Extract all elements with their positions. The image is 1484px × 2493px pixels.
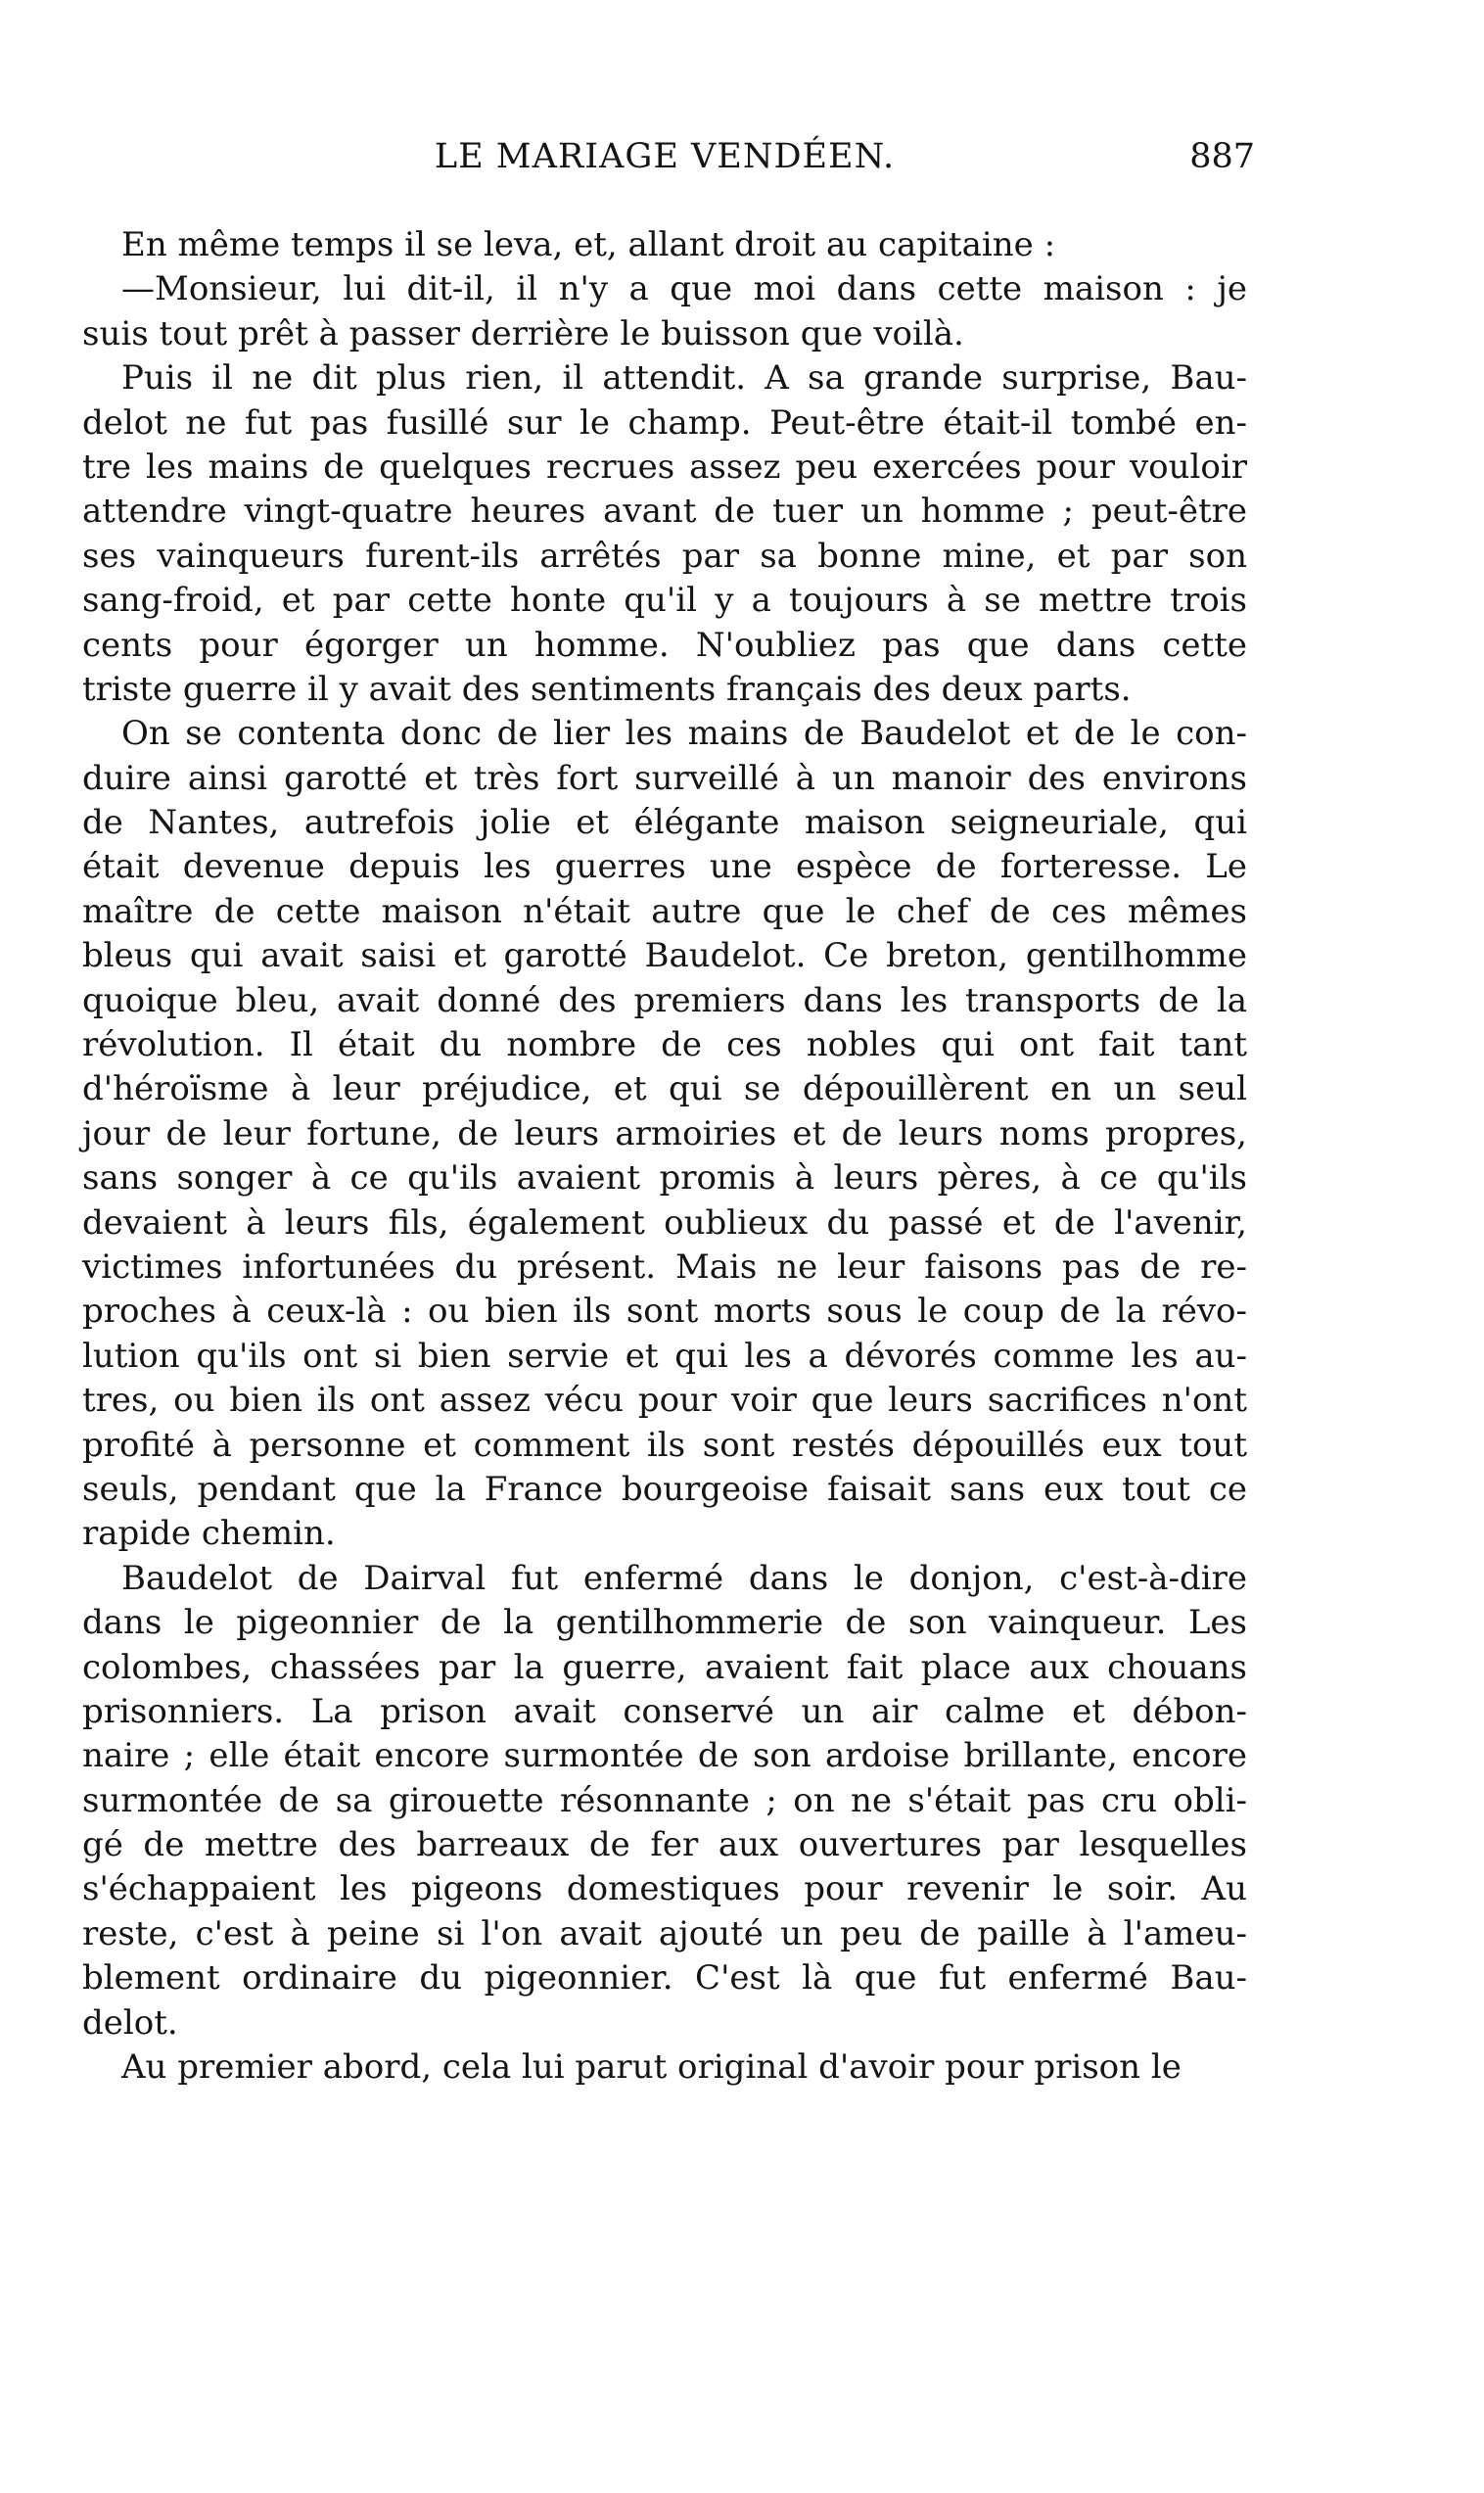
- paragraph: [82, 1557, 1247, 2046]
- paragraph: [82, 267, 1247, 356]
- text-line: En même temps il se leva, et, allant droit au capitaine :: [121, 225, 1056, 264]
- text-line: delot.: [82, 2002, 178, 2043]
- text-line: révolution. Il était du nombre de ces nobles qui ont fait tant: [82, 1025, 1247, 1065]
- text-line: attendre vingt-quatre heures avant de tuer un homme ; peut-être: [82, 492, 1247, 532]
- text-line: proches à ceux-là : ou bien ils sont morts sous le coup de la révo-: [82, 1292, 1247, 1332]
- text-line: d'héroïsme à leur préjudice, et qui se dépouillèrent en un seul: [82, 1069, 1247, 1109]
- text-line: bleus qui avait saisi et garotté Baudelot. Ce breton, gentilhomme: [82, 936, 1247, 976]
- text-line: blement ordinaire du pigeonnier. C'est là que fut enfermé Bau-: [82, 1958, 1247, 1999]
- text-line: sang-froid, et par cette honte qu'il y a toujours à se mettre trois: [82, 581, 1247, 621]
- text-line: duire ainsi garotté et très fort surveillé à un manoir des environs: [82, 758, 1247, 798]
- text-line: seuls, pendant que la France bourgeoise faisait sans eux tout ce: [82, 1469, 1247, 1509]
- running-head: [82, 137, 1255, 196]
- text-line: sans songer à ce qu'ils avaient promis à leurs pères, à ce qu'ils: [82, 1158, 1247, 1199]
- text-line: jour de leur fortune, de leurs armoiries et de leurs noms propres,: [82, 1113, 1247, 1153]
- text-line: triste guerre il y avait des sentiments français des deux parts.: [82, 669, 1132, 709]
- text-line: de Nantes, autrefois jolie et élégante maison seigneuriale, qui: [82, 803, 1247, 843]
- text-line: cents pour égorger un homme. N'oubliez pas que dans cette: [82, 625, 1247, 665]
- page-number: 887: [1189, 137, 1255, 176]
- paragraph: [82, 223, 1247, 267]
- running-title: LE MARIAGE VENDÉEN.: [434, 137, 896, 176]
- body-text: [82, 223, 1247, 2090]
- text-line: ses vainqueurs furent-ils arrêtés par sa bonne mine, et par son: [82, 536, 1247, 576]
- text-line: était devenue depuis les guerres une espèce de forteresse. Le: [82, 847, 1247, 887]
- text-line: profité à personne et comment ils sont restés dépouillés eux tout: [82, 1425, 1247, 1465]
- text-line: reste, c'est à peine si l'on avait ajouté un peu de paille à l'ameu-: [82, 1913, 1247, 1953]
- text-line: quoique bleu, avait donné des premiers dans les transports de la: [82, 980, 1247, 1020]
- text-line: naire ; elle était encore surmontée de son ardoise brillante, encore: [82, 1736, 1247, 1776]
- text-line: Puis il ne dit plus rien, il attendit. A sa grande surprise, Bau-: [121, 358, 1247, 399]
- text-line: rapide chemin.: [82, 1514, 336, 1554]
- text-line: maître de cette maison n'était autre que le chef de ces mêmes: [82, 891, 1247, 931]
- paragraph: [82, 2046, 1247, 2090]
- text-line: prisonniers. La prison avait conservé un air calme et débon-: [82, 1691, 1247, 1731]
- text-line: tre les mains de quelques recrues assez peu exercées pour vouloir: [82, 447, 1247, 487]
- text-line: colombes, chassées par la guerre, avaient fait place aux chouans: [82, 1647, 1247, 1687]
- text-line: —Monsieur, lui dit-il, il n'y a que moi dans cette maison : je: [121, 269, 1247, 309]
- text-line: s'échappaient les pigeons domestiques pour revenir le soir. Au: [82, 1869, 1247, 1909]
- text-line: On se contenta donc de lier les mains de Baudelot et de le con-: [121, 714, 1247, 754]
- text-line: dans le pigeonnier de la gentilhommerie de son vainqueur. Les: [82, 1603, 1247, 1643]
- text-line: gé de mettre des barreaux de fer aux ouvertures par lesquelles: [82, 1825, 1247, 1865]
- paragraph: [82, 712, 1247, 1556]
- text-line: delot ne fut pas fusillé sur le champ. Peut-être était-il tombé en-: [82, 402, 1247, 443]
- text-line: devaient à leurs fils, également oublieux du passé et de l'avenir,: [82, 1202, 1247, 1243]
- text-line: Baudelot de Dairval fut enfermé dans le donjon, c'est-à-dire: [121, 1558, 1247, 1598]
- paragraph: [82, 356, 1247, 712]
- text-line: suis tout prêt à passer derrière le buisson que voilà.: [82, 313, 964, 353]
- text-line: tres, ou bien ils ont assez vécu pour voir que leurs sacrifices n'ont: [82, 1381, 1247, 1421]
- text-line: lution qu'ils ont si bien servie et qui les a dévorés comme les au-: [82, 1336, 1247, 1376]
- text-line: surmontée de sa girouette résonnante ; on ne s'était pas cru obli-: [82, 1780, 1247, 1820]
- text-line: Au premier abord, cela lui parut original d'avoir pour prison le: [121, 2047, 1182, 2088]
- text-line: victimes infortunées du présent. Mais ne leur faisons pas de re-: [82, 1246, 1247, 1287]
